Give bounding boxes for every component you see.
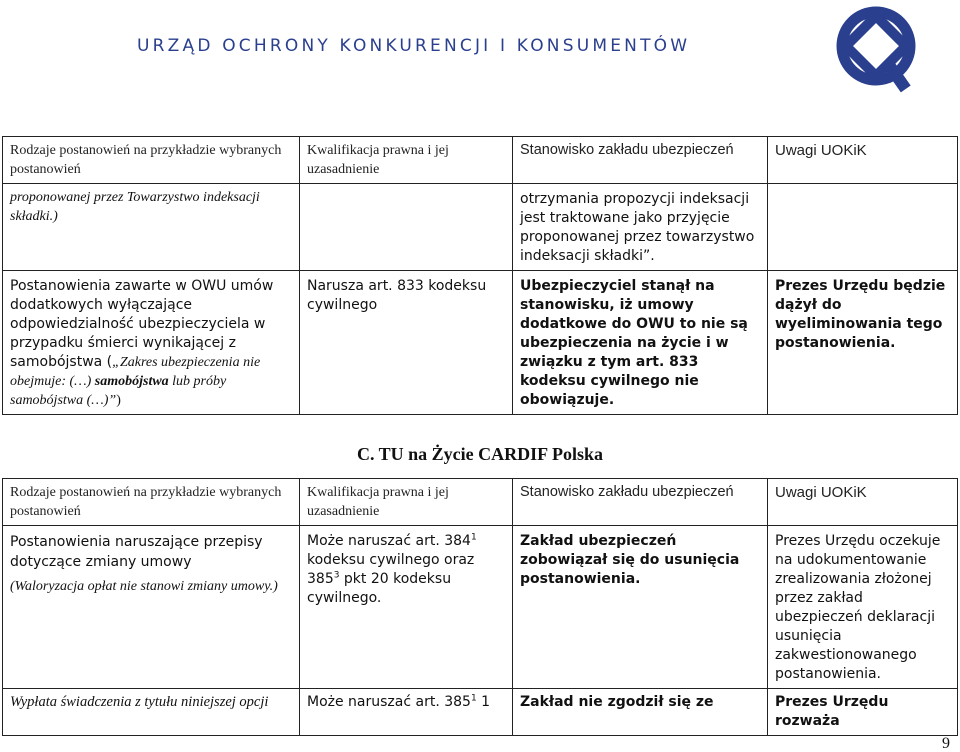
uokik-logo-icon	[830, 2, 922, 94]
quoted-clause-bold: samobójstwa	[94, 374, 169, 389]
table-cell: Prezes Urzędu oczekuje na udokumentowanie zrealizowania złożonej przez zakład ubezpieczeń deklaracji usunięcia zakwestionowanego postanowienia.	[768, 526, 958, 689]
superscript: 1	[470, 693, 477, 704]
superscript: 3	[333, 570, 340, 581]
table-cell	[300, 689, 513, 736]
page-number: 9	[942, 735, 950, 752]
table-cell	[300, 184, 513, 271]
table-umowy-dodatkowe	[2, 136, 958, 415]
table-cell: Narusza art. 833 kodeksu cywilnego	[300, 271, 513, 415]
row-text: kodeksu cywilnego oraz 385	[307, 552, 475, 587]
table-cardif	[2, 478, 958, 736]
table-row	[3, 526, 958, 689]
org-header-title: URZĄD OCHRONY KONKURENCJI I KONSUMENTÓW	[137, 36, 691, 56]
table-cell: proponowanej przez Towarzystwo indeksacji składki.)	[3, 184, 300, 271]
row-text: Postanowienia naruszające przepisy dotyczące zmiany umowy	[10, 534, 263, 570]
section-title: C. TU na Życie CARDIF Polska	[356, 444, 603, 464]
table-cell: Prezes Urzędu będzie dążył do wyeliminowania tego postanowienia.	[768, 271, 958, 415]
header-col-stanowisko: Stanowisko zakładu ubezpieczeń	[513, 137, 768, 184]
quoted-clause: „Zakres ubezpieczenia nie obejmuje: (…)	[10, 355, 261, 389]
table-cell	[3, 526, 300, 689]
row-text: Może naruszać art. 385	[307, 694, 471, 710]
table-cell: otrzymania propozycji indeksacji jest traktowane jako przyjęcie proponowanej przez towarzystwo indeksacji składki”.	[513, 184, 768, 271]
header-col-rodzaje: Rodzaje postanowień na przykładzie wybranych postanowień	[3, 479, 300, 526]
header-col-stanowisko: Stanowisko zakładu ubezpieczeń	[513, 479, 768, 526]
table-cell	[300, 526, 513, 689]
header-col-uwagi: Uwagi UOKiK	[768, 137, 958, 184]
header-col-rodzaje: Rodzaje postanowień na przykładzie wybranych postanowień	[3, 137, 300, 184]
row-text: Może naruszać art. 384	[307, 533, 471, 549]
table-header-row	[3, 479, 958, 526]
table-cell	[768, 184, 958, 271]
table-cell: Zakład ubezpieczeń zobowiązał się do usunięcia postanowienia.	[513, 526, 768, 689]
row-text: 1	[476, 694, 491, 710]
table-cell: Prezes Urzędu rozważa	[768, 689, 958, 736]
table-cell: Zakład nie zgodził się ze	[513, 689, 768, 736]
header-col-kwalifikacja: Kwalifikacja prawna i jej uzasadnienie	[300, 137, 513, 184]
row-note: (Waloryzacja opłat nie stanowi zmiany umowy.)	[10, 579, 278, 594]
table-row	[3, 184, 958, 271]
table-header-row	[3, 137, 958, 184]
table-row	[3, 271, 958, 415]
header-col-kwalifikacja: Kwalifikacja prawna i jej uzasadnienie	[300, 479, 513, 526]
header-col-uwagi: Uwagi UOKiK	[768, 479, 958, 526]
table-cell	[3, 271, 300, 415]
table-row	[3, 689, 958, 736]
table-cell: Ubezpieczyciel stanął na stanowisku, iż umowy dodatkowe do OWU to nie są ubezpieczenia na życie i w związku z tym art. 833 kodeksu cywilnego nie obowiązuje.	[513, 271, 768, 415]
superscript: 1	[470, 532, 477, 543]
row-text: Postanowienia zawarte w OWU umów dodatkowych wyłączające odpowiedzialność ubezpieczyciela w przypadku śmierci wynikającej z samobójstwa (	[10, 278, 274, 370]
table-cell: Wypłata świadczenia z tytułu niniejszej opcji	[3, 689, 300, 736]
row-text: pkt 20 kodeksu cywilnego.	[307, 571, 452, 606]
row-text: )	[116, 393, 121, 408]
quoted-clause: lub próby samobójstwa (…)”	[10, 374, 227, 408]
